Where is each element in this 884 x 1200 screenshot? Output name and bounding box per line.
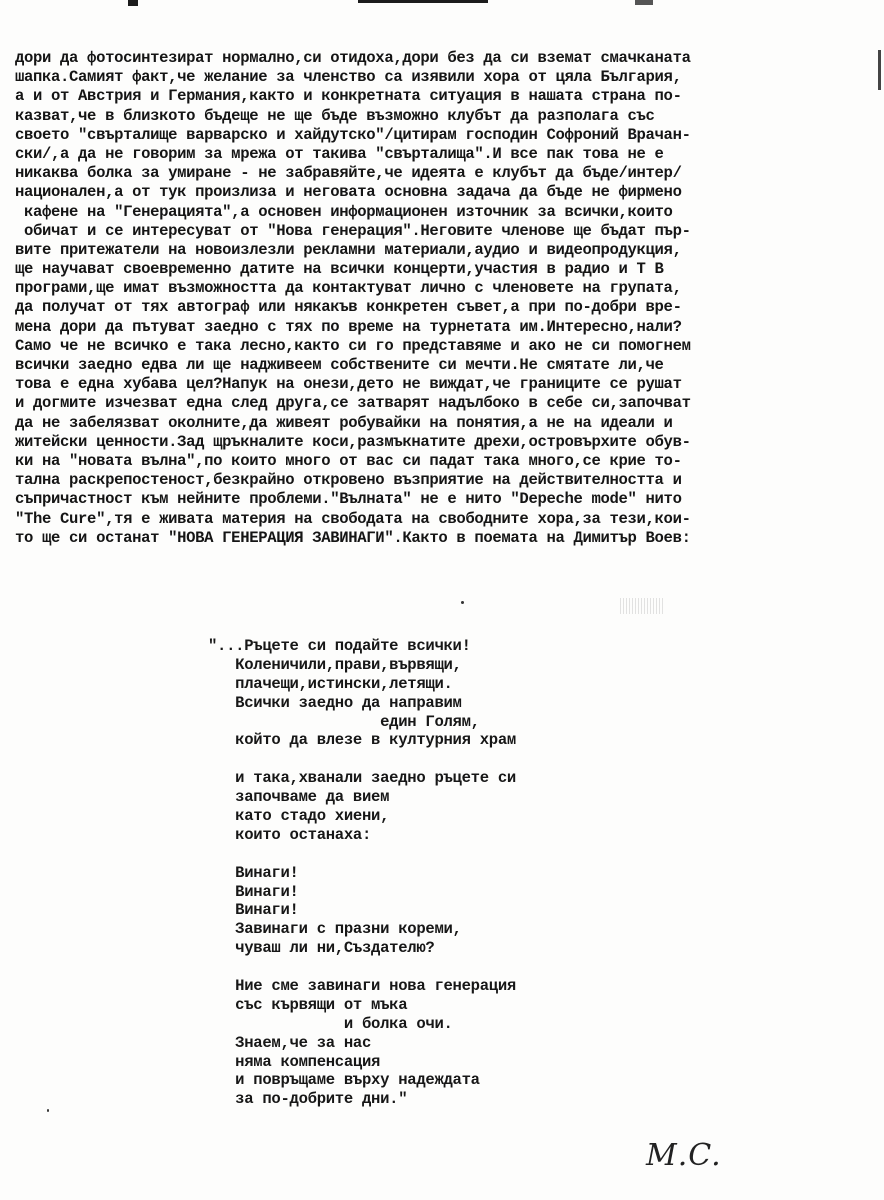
poem-line: които останаха: xyxy=(208,825,372,844)
poem-line: като стадо хиени, xyxy=(208,807,390,826)
body-text-line: казват,че в близкото бъдеще не ще бъде възможно клубът да разполага със xyxy=(15,106,655,125)
poem-line: няма компенсация xyxy=(208,1052,381,1071)
body-text-line: обичат и се интересуват от "Нова генерация".Неговите членове ще бъдат пър- xyxy=(15,221,691,240)
scan-speck xyxy=(461,601,464,604)
body-text-line: тална раскрепостеност,безкрайно откровено възприятие на действителността и xyxy=(15,471,682,490)
body-text-line: да не забелязват околните,да живеят робувайки на понятия,а не на идеали и xyxy=(15,413,673,432)
poem-line: Ние сме завинаги нова генерация xyxy=(208,977,516,996)
poem-line: Винаги! xyxy=(208,882,299,901)
stanza-break xyxy=(208,845,638,864)
body-text-line: а и от Австрия и Германия,както и конкретната ситуация в нашата страна по- xyxy=(15,87,682,106)
poem-line: за по-добрите дни." xyxy=(208,1090,408,1109)
body-text-line: програми,ще имат възможността да контактуват лично с членовете на групата, xyxy=(15,279,682,298)
body-text-line: и догмите изчезват една след друга,се затварят надълбоко в себе си,започват xyxy=(15,394,691,413)
body-text-line: съпричастност към нейните проблеми."Вълната" не е нито "Depeche mode" нито xyxy=(15,490,682,509)
poem-line: Знаем,че за нас xyxy=(208,1033,372,1052)
poem-line: и така,хванали заедно ръцете си xyxy=(208,769,516,788)
scan-edge-mark xyxy=(358,0,488,3)
body-text-line: ще научават своевременно датите на всички концерти,участия в радио и Т В xyxy=(15,260,664,279)
poem-line: чуваш ли ни,Създателю? xyxy=(208,939,435,958)
stanza-break xyxy=(208,750,638,769)
poem-line: със кървящи от мъка xyxy=(208,995,408,1014)
poem-line: и повръщаме върху надеждата xyxy=(208,1071,480,1090)
poem-line: Коленичили,прави,вървящи, xyxy=(208,655,462,674)
poem-line: и болка очи. xyxy=(208,1014,453,1033)
stanza-break xyxy=(208,958,638,977)
body-text-line: това е една хубава цел?Напук на онези,дето не виждат,че границите се рушат xyxy=(15,375,682,394)
body-text-line: да получат от тях автограф или някакъв конкретен съвет,а при по-добри вре- xyxy=(15,298,682,317)
body-text-line: "The Cure",тя е живата материя на свободата на свободните хора,за тези,кои- xyxy=(15,509,691,528)
body-text-line: кафене на "Генерацията",а основен информационен източник за всички,които xyxy=(15,202,673,221)
body-text-line: то ще си останат "НОВА ГЕНЕРАЦИЯ ЗАВИНАГИ".Както в поемата на Димитър Воев: xyxy=(15,528,691,547)
poem-line: който да влезе в културния храм xyxy=(208,731,516,750)
poem-line: Винаги! xyxy=(208,901,299,920)
poem-line: Винаги! xyxy=(208,863,299,882)
body-text-line: ски/,а да не говорим за мрежа от такива "свърталища".И все пак това не е xyxy=(15,144,664,163)
poem-line: Завинаги с празни кореми, xyxy=(208,920,462,939)
body-text-line: никаква болка за умиране - не забравяйте,че идеята е клубът да бъде/интер/ xyxy=(15,164,682,183)
poem-quote xyxy=(208,637,638,1109)
poem-line: един Голям, xyxy=(208,712,480,731)
scan-edge-mark xyxy=(878,50,881,90)
body-text xyxy=(15,49,875,548)
scan-edge-mark xyxy=(128,0,138,6)
body-text-line: национален,а от тук произлиза и неговата основна задача да бъде не фирмено xyxy=(15,183,682,202)
body-text-line: мена дори да пътуват заедно с тях по време на турнетата им.Интересно,нали? xyxy=(15,317,682,336)
poem-line: започваме да вием xyxy=(208,788,390,807)
body-text-line: шапка.Самият факт,че желание за членство са изявили хора от цяла България, xyxy=(15,68,682,87)
body-text-line: житейски ценности.Зад щръкналите коси,размъкнатите дрехи,островърхите обув- xyxy=(15,432,691,451)
body-text-line: своето "свърталище варварско и хайдутско"/цитирам господин Софроний Врачан- xyxy=(15,125,691,144)
poem-line: "...Ръцете си подайте всички! xyxy=(208,637,471,655)
body-text-line: всички заедно едва ли ще надживеем собствените си мечти.Не смятате ли,че xyxy=(15,356,664,374)
body-text-line: ки на "новата вълна",по които много от вас си падат така много,се крие то- xyxy=(15,451,682,470)
scan-smudge xyxy=(620,598,664,614)
body-text-line: Само че не всичко е така лесно,както си го представяме и ако не си помогнем xyxy=(15,336,691,355)
scan-speck xyxy=(47,1109,49,1112)
body-text-line: дори да фотосинтезират нормално,си отидоха,дори без да си вземат смачканата xyxy=(15,49,691,67)
author-signature: M.C. xyxy=(646,1138,722,1173)
poem-line: Всички заедно да направим xyxy=(208,693,462,712)
body-text-line: вите притежатели на новоизлезли рекламни материали,аудио и видеопродукция, xyxy=(15,240,682,259)
poem-line: плачещи,истински,летящи. xyxy=(208,674,453,693)
scan-edge-mark xyxy=(635,0,653,5)
